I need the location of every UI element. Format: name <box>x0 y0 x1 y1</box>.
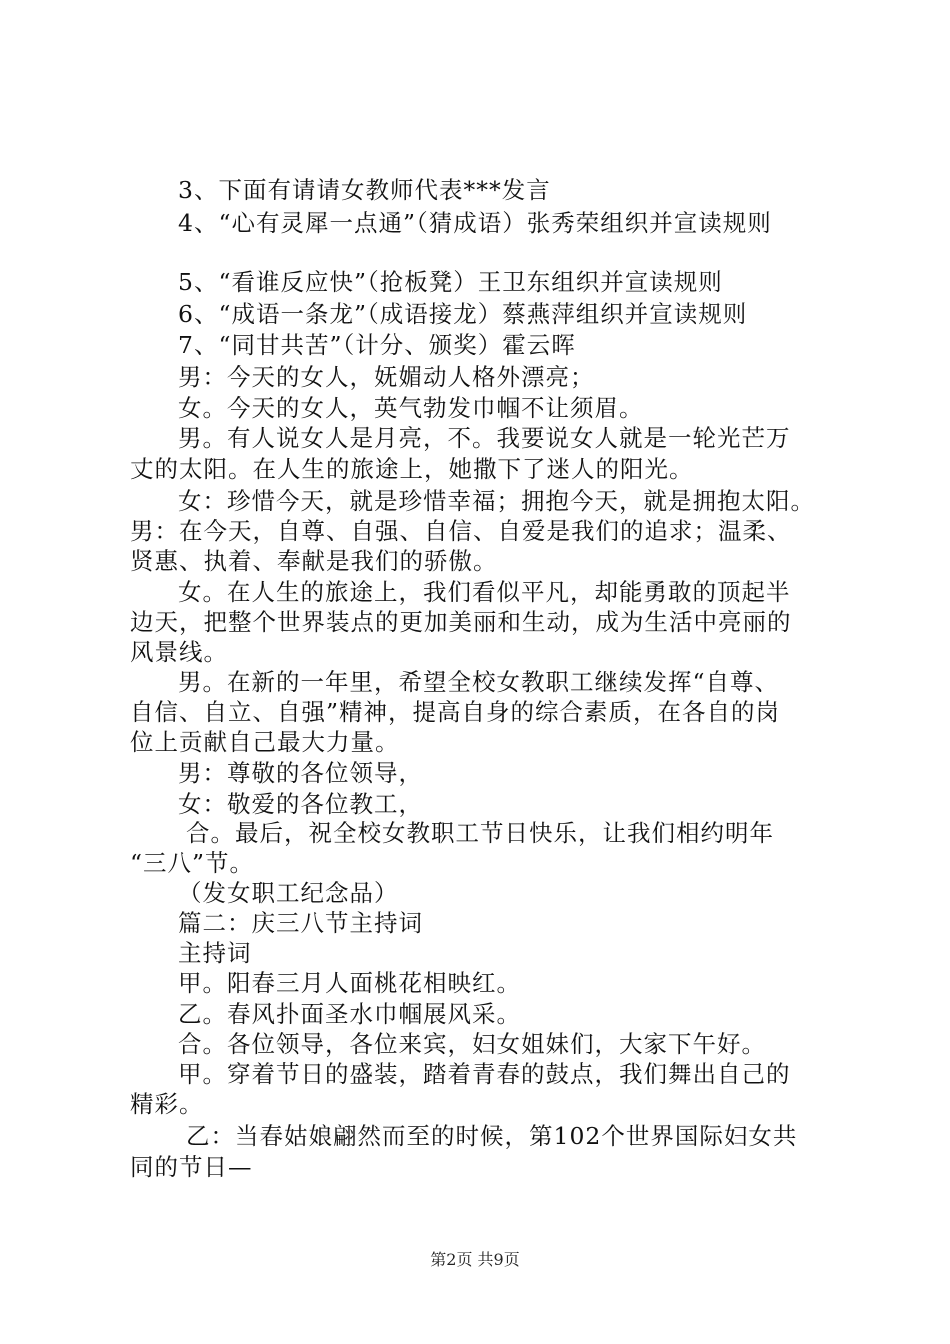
text-line: 自信、自立、自强”精神，提高自身的综合素质，在各自的岗 <box>130 698 781 726</box>
text-line: 男。有人说女人是月亮，不。我要说女人就是一轮光芒万 <box>178 424 791 452</box>
text-line: 合。最后，祝全校女教职工节日快乐，让我们相约明年 <box>186 819 774 847</box>
text-line: 女：珍惜今天，就是珍惜幸福；拥抱今天，就是拥抱太阳。 <box>178 487 815 515</box>
text-line: 女。在人生的旅途上，我们看似平凡，却能勇敢的顶起半 <box>178 578 791 606</box>
text-line: 女。今天的女人，英气勃发巾帼不让须眉。 <box>178 394 644 422</box>
text-line: 甲。阳春三月人面桃花相映红。 <box>178 969 521 997</box>
text-line: 男：今天的女人，妩媚动人格外漂亮； <box>178 363 595 391</box>
text-line: 3、下面有请请女教师代表***发言 <box>178 176 551 204</box>
text-line: 甲。穿着节日的盛装，踏着青春的鼓点，我们舞出自己的 <box>178 1060 791 1088</box>
text-line: 乙。春风扑面圣水巾帼展风采。 <box>178 1000 521 1028</box>
text-line: 风景线。 <box>130 638 228 666</box>
text-line: 6、“成语一条龙”（成语接龙）蔡燕萍组织并宣读规则 <box>178 300 748 328</box>
text-line: 4、“心有灵犀一点通”（猜成语）张秀荣组织并宣读规则 <box>178 209 772 237</box>
text-line: 丈的太阳。在人生的旅途上，她撒下了迷人的阳光。 <box>130 455 694 483</box>
text-line: 男。在新的一年里，希望全校女教职工继续发挥“自尊、 <box>178 668 780 696</box>
text-line: 位上贡献自己最大力量。 <box>130 728 400 756</box>
text-line: 男：在今天，自尊、自强、自信、自爱是我们的追求；温柔、 <box>130 517 792 545</box>
text-line: 5、“看谁反应快”（抢板凳）王卫东组织并宣读规则 <box>178 268 723 296</box>
text-line: 合。各位领导，各位来宾，妇女姐妹们，大家下午好。 <box>178 1030 766 1058</box>
text-line: 贤惠、执着、奉献是我们的骄傲。 <box>130 547 498 575</box>
text-line: 精彩。 <box>130 1090 204 1118</box>
text-line: 边天，把整个世界装点的更加美丽和生动，成为生活中亮丽的 <box>130 608 792 636</box>
text-line: 男：尊敬的各位领导， <box>178 759 423 787</box>
text-line: 主持词 <box>178 939 252 967</box>
text-line: 同的节日— <box>130 1153 253 1181</box>
text-line: （发女职工纪念品） <box>178 879 399 907</box>
text-line: “三八”节。 <box>130 849 255 877</box>
text-line: 女：敬爱的各位教工， <box>178 790 423 818</box>
page-number-footer: 第2页 共9页 <box>430 1250 520 1269</box>
text-line: 篇二：庆三八节主持词 <box>178 909 423 937</box>
text-line: 7、“同甘共苦”（计分、颁奖）霍云晖 <box>178 331 576 359</box>
text-line: 乙：当春姑娘翩然而至的时候，第102个世界国际妇女共 <box>186 1122 798 1150</box>
